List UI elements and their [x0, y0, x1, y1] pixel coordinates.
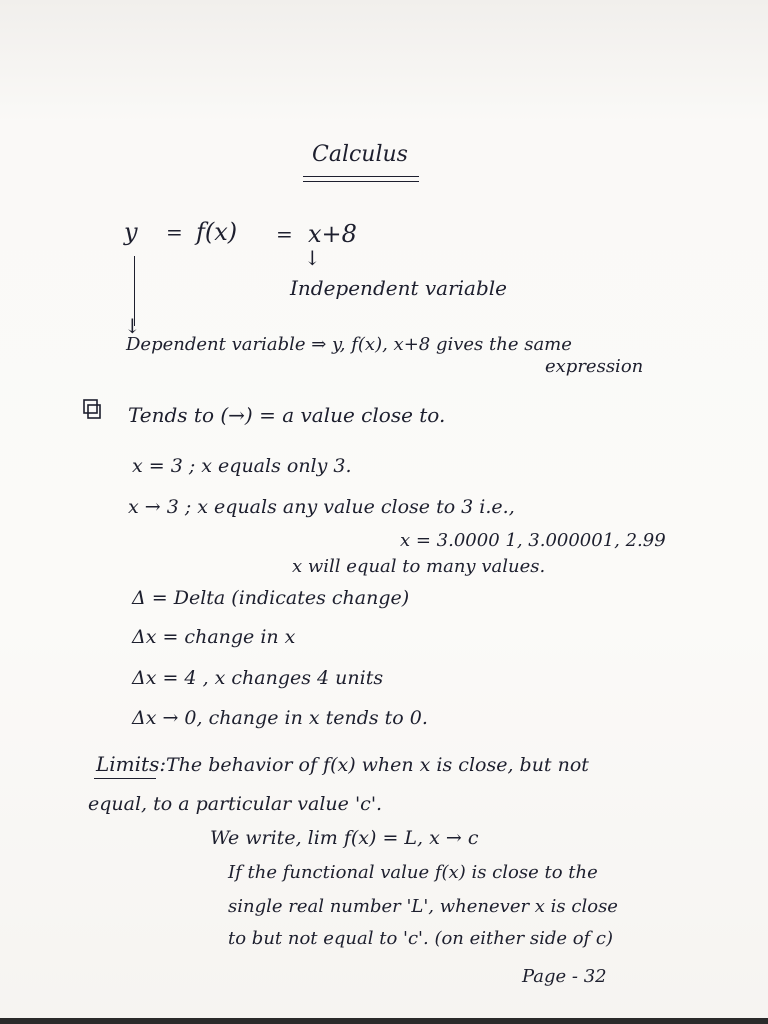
- tends-to-line-2: x → 3 ; x equals any value close to 3 i.e.,: [128, 496, 515, 518]
- page-bottom-edge: [0, 1018, 768, 1024]
- tends-to-heading: Tends to (→) = a value close to.: [128, 403, 446, 427]
- limits-line-3: We write, lim f(x) = L, x → c: [210, 827, 479, 849]
- tends-to-line-6: Δx = change in x: [132, 626, 296, 648]
- tends-to-line-3: x = 3.0000 1, 3.000001, 2.99: [400, 530, 666, 551]
- arrow-down-icon: ↓: [304, 246, 321, 270]
- limits-line-4: If the functional value f(x) is close to the: [228, 862, 598, 883]
- independent-variable-label: Independent variable: [290, 276, 507, 300]
- limits-line-6: to but not equal to 'c'. (on either side of c): [228, 928, 614, 949]
- limits-line-2: equal, to a particular value 'c'.: [88, 793, 383, 815]
- page-title: Calculus: [312, 142, 408, 167]
- arrow-down-icon: ↓: [124, 314, 141, 338]
- limits-line-5: single real number 'L', whenever x is close: [228, 896, 618, 917]
- equation-rhs: x+8: [308, 220, 357, 248]
- title-underline-2: [303, 181, 419, 182]
- limits-underline: [94, 778, 156, 779]
- tends-to-line-5: Δ = Delta (indicates change): [132, 587, 410, 609]
- equation-function: f(x): [196, 218, 238, 246]
- box-bullet-icon: [82, 398, 102, 420]
- page-number: Page - 32: [522, 966, 607, 987]
- dependent-variable-line-cont: expression: [545, 356, 644, 377]
- tends-to-line-7: Δx = 4 , x changes 4 units: [132, 667, 384, 689]
- title-underline-1: [303, 176, 419, 177]
- limits-label: Limits:: [96, 752, 167, 776]
- dependent-variable-line: Dependent variable ⇒ y, f(x), x+8 gives the same: [126, 334, 572, 355]
- tends-to-line-4: x will equal to many values.: [292, 556, 546, 577]
- tends-to-line-1: x = 3 ; x equals only 3.: [132, 455, 352, 477]
- equation-lhs: y: [124, 218, 138, 246]
- equation-equals-2: =: [276, 222, 293, 246]
- tends-to-line-8: Δx → 0, change in x tends to 0.: [132, 707, 428, 729]
- limits-line-1: The behavior of f(x) when x is close, but not: [166, 754, 589, 776]
- equation-equals-1: =: [166, 220, 183, 244]
